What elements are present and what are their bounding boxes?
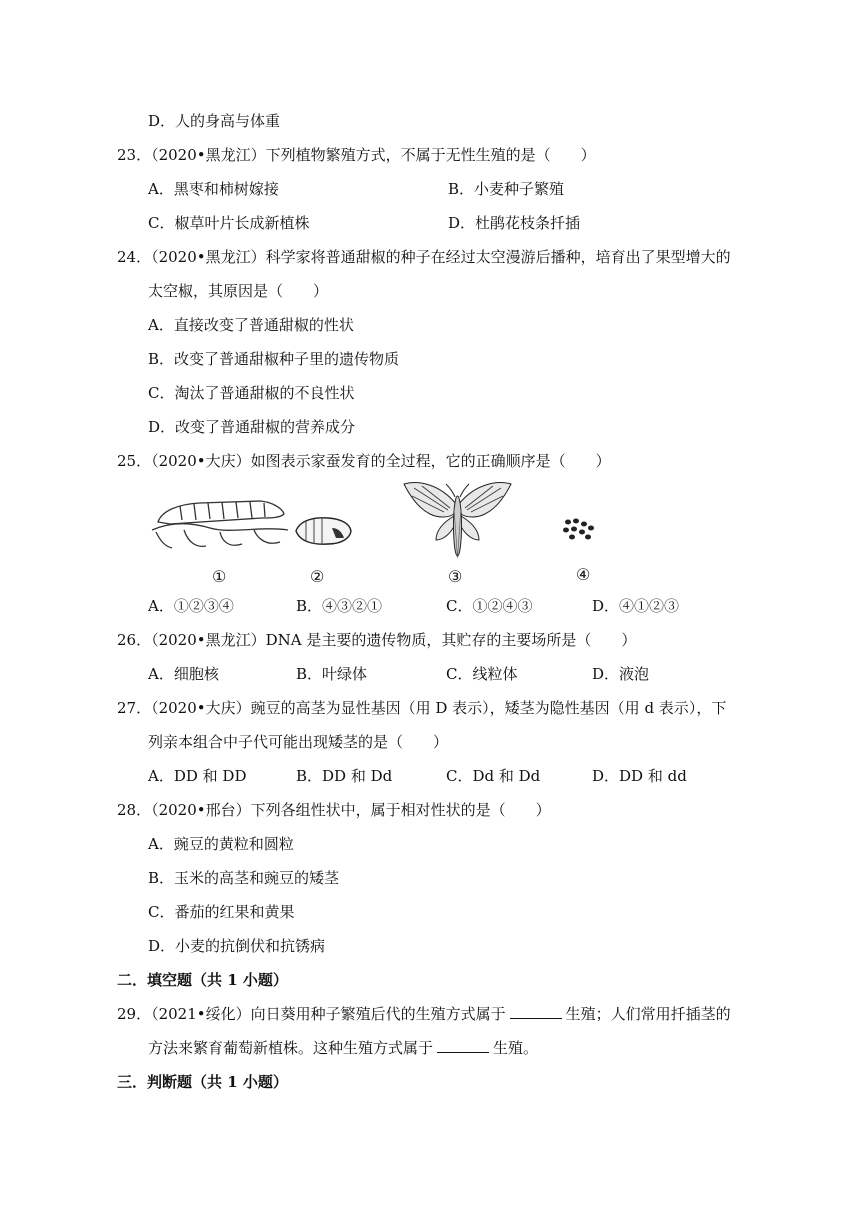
- figure-label-3: ③: [448, 567, 463, 586]
- q29-text-part4: 生殖。: [493, 1039, 539, 1057]
- q22-option-d: D．人的身高与体重: [148, 112, 281, 130]
- q29-text-part1: 29．（2021•绥化）向日葵用种子繁殖后代的生殖方式属于: [117, 1005, 506, 1023]
- q29-blank-2[interactable]: [437, 1038, 489, 1053]
- q23-stem: 23．（2020•黑龙江）下列植物繁殖方式，不属于无性生殖的是（ ）: [117, 146, 596, 164]
- q26-option-a: A．细胞核: [148, 665, 219, 683]
- q27-option-d: D．DD 和 dd: [592, 767, 687, 785]
- q23-option-d: D．杜鹃花枝条扦插: [448, 214, 581, 232]
- q29-text-part3: 方法来繁育葡萄新植株。这种生殖方式属于: [148, 1039, 434, 1057]
- figure-label-4: ④: [576, 565, 591, 584]
- q26-option-b: B．叶绿体: [296, 665, 368, 683]
- q29-text-part2: 生殖；人们常用扦插茎的: [565, 1005, 731, 1023]
- silkworm-eggs-figure: [560, 516, 600, 542]
- silkworm-larva-figure: [150, 492, 290, 552]
- q24-stem-line1: 24．（2020•黑龙江）科学家将普通甜椒的种子在经过太空漫游后播种，培育出了果型增大的: [117, 248, 731, 266]
- q25-option-b: B．④③②①: [296, 597, 383, 615]
- q23-option-a: A．黑枣和柿树嫁接: [148, 180, 279, 198]
- q24-stem-line2: 太空椒，其原因是（ ）: [148, 282, 329, 300]
- q23-option-c: C．椒草叶片长成新植株: [148, 214, 310, 232]
- figure-label-1: ①: [212, 567, 227, 586]
- silkworm-pupa-figure: [292, 514, 354, 548]
- q25-option-c: C．①②④③: [446, 597, 533, 615]
- figure-label-2: ②: [310, 567, 325, 586]
- q29-line1: [117, 1004, 731, 1024]
- q24-option-a: A．直接改变了普通甜椒的性状: [148, 316, 354, 334]
- q27-option-c: C．Dd 和 Dd: [446, 767, 541, 785]
- q29-line2: [148, 1038, 538, 1058]
- q28-stem: 28．（2020•邢台）下列各组性状中，属于相对性状的是（ ）: [117, 801, 551, 819]
- q27-stem-line1: 27．（2020•大庆）豌豆的高茎为显性基因（用 D 表示），矮茎为隐性基因（用 d 表示），下: [117, 699, 727, 717]
- q24-option-b: B．改变了普通甜椒种子里的遗传物质: [148, 350, 400, 368]
- q27-stem-line2: 列亲本组合中子代可能出现矮茎的是（ ）: [148, 733, 449, 751]
- q24-option-d: D．改变了普通甜椒的营养成分: [148, 418, 356, 436]
- section-fill-in-heading: 二．填空题（共 1 小题）: [117, 971, 288, 989]
- q28-option-d: D．小麦的抗倒伏和抗锈病: [148, 937, 326, 955]
- q26-stem: 26．（2020•黑龙江）DNA 是主要的遗传物质，其贮存的主要场所是（ ）: [117, 631, 637, 649]
- q28-option-a: A．豌豆的黄粒和圆粒: [148, 835, 294, 853]
- section-judgement-heading: 三．判断题（共 1 小题）: [117, 1073, 288, 1091]
- q25-stem: 25．（2020•大庆）如图表示家蚕发育的全过程，它的正确顺序是（ ）: [117, 452, 611, 470]
- q28-option-b: B．玉米的高茎和豌豆的矮茎: [148, 869, 340, 887]
- q23-option-b: B．小麦种子繁殖: [448, 180, 565, 198]
- q27-option-a: A．DD 和 DD: [148, 767, 247, 785]
- q25-option-a: A．①②③④: [148, 597, 234, 615]
- q24-option-c: C．淘汰了普通甜椒的不良性状: [148, 384, 355, 402]
- q25-option-d: D．④①②③: [592, 597, 680, 615]
- q26-option-d: D．液泡: [592, 665, 650, 683]
- q26-option-c: C．线粒体: [446, 665, 518, 683]
- q27-option-b: B．DD 和 Dd: [296, 767, 393, 785]
- q29-blank-1[interactable]: [510, 1004, 562, 1019]
- q28-option-c: C．番茄的红果和黄果: [148, 903, 295, 921]
- silkworm-moth-figure: [400, 478, 515, 563]
